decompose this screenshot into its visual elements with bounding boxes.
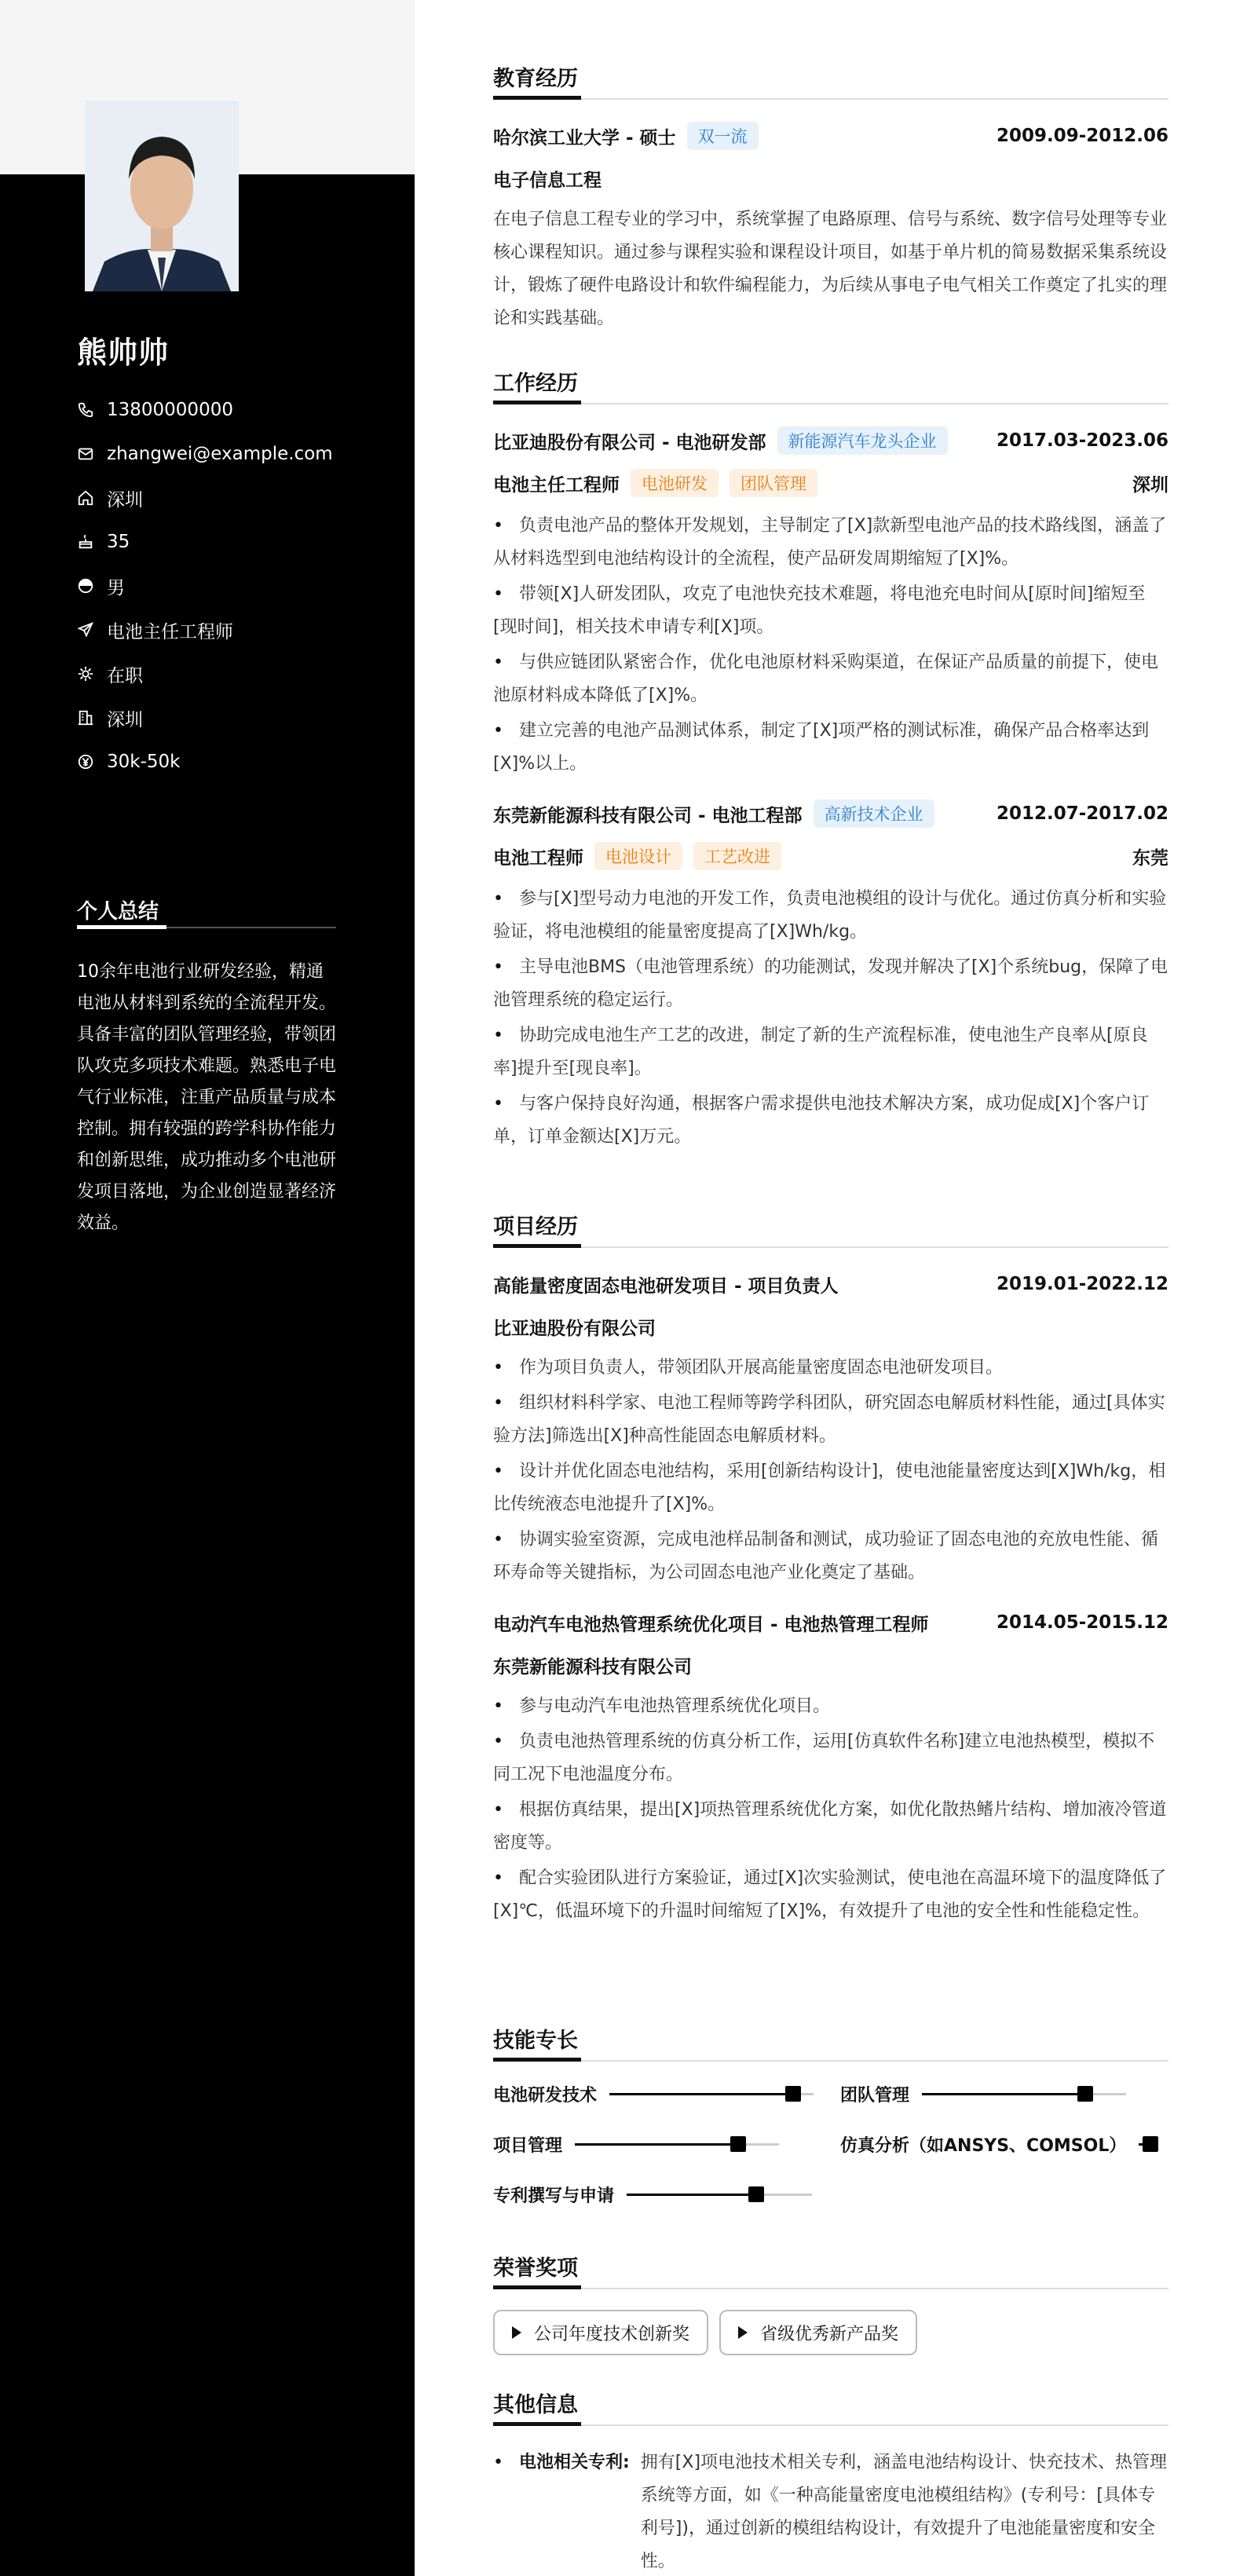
other-label: 电池相关专利: (518, 2453, 630, 2472)
bullet-item: • 负责电池热管理系统的仿真分析工作，运用[仿真软件名称]建立电池热模型，模拟不同工况下电池温度分布。 (493, 1725, 1168, 1791)
section-divider (493, 2060, 1168, 2062)
profile-name: 熊帅帅 (77, 335, 170, 370)
status-gear-icon (77, 665, 94, 682)
profile-photo (85, 101, 239, 291)
project-header (493, 1607, 1168, 1638)
bullet-item: • 根据仿真结果，提出[X]项热管理系统优化方案，如优化散热鳍片结构、增加液冷管道密度等。 (493, 1794, 1168, 1860)
work-title: 工作经历 (493, 371, 578, 396)
info-phone (77, 388, 391, 432)
bullet-item: • 建立完善的电池产品测试体系，制定了[X]项严格的测试标准，确保产品合格率达到[X]%以上。 (493, 715, 1168, 781)
awards-list (493, 2310, 1168, 2355)
job-role: 电池主任工程师 (493, 474, 620, 496)
company-tag: 高新技术企业 (814, 800, 934, 828)
skill-item (840, 2132, 1156, 2157)
salary-text: 30k-50k (107, 752, 181, 772)
project-item (493, 1268, 1168, 1590)
school-name: 哈尔滨工业大学 - 硕士 (493, 127, 676, 148)
age-text: 35 (107, 532, 130, 552)
skill-level-knob (1143, 2136, 1158, 2152)
summary-text: 10余年电池行业研发经验，精通电池从材料到系统的全流程开发。具备丰富的团队管理经验，带领团队攻克多项技术难题。熟悉电子电气行业标准，注重产品质量与成本控制。拥有较强的跨学科协作能力和创新思维，成功推动多个电池研发项目落地，为企业创造显著经济效益。 (77, 962, 337, 1233)
info-location (77, 476, 391, 520)
job-role: 电池工程师 (493, 847, 583, 869)
awards-section (493, 2251, 1168, 2355)
job-bullets (493, 883, 1168, 1154)
job-city: 深圳 (1132, 474, 1168, 496)
bullet-item: • 与客户保持良好沟通，根据客户需求提供电池技术解决方案，成功促成[X]个客户订单，订单金额达[X]万元。 (493, 1088, 1168, 1154)
bullet-item: • 与供应链团队紧密合作，优化电池原材料采购渠道，在保证产品质量的前提下，使电池原材料成本降低了[X]%。 (493, 646, 1168, 712)
bullet-item: • 带领[X]人研发团队，攻克了电池快充技术难题，将电池充电时间从[原时间]缩短至[现时间]，相关技术申请专利[X]项。 (493, 578, 1168, 644)
education-major: 电子信息工程 (493, 170, 602, 191)
education-section (493, 61, 1168, 335)
bullet-item: • 组织材料科学家、电池工程师等跨学科团队，研究固态电解质材料性能，通过[具体实验方法]筛选出[X]种高性能固态电解质材料。 (493, 1387, 1168, 1453)
role-tag: 电池设计 (594, 842, 682, 870)
role-tag: 工艺改进 (693, 842, 781, 870)
bullet-item: • 负责电池产品的整体开发规划，主导制定了[X]款新型电池产品的技术路线图，涵盖了从材料选型到电池结构设计的全流程，使产品研发周期缩短了[X]%。 (493, 510, 1168, 576)
skills-grid (493, 2082, 1168, 2247)
job-date: 2012.07-2017.02 (996, 803, 1168, 824)
education-title: 教育经历 (493, 67, 578, 91)
skill-name: 团队管理 (840, 2086, 910, 2106)
bullet-item: • 协助完成电池生产工艺的改进，制定了新的生产流程标准，使电池生产良率从[原良率]提升至[现良率]。 (493, 1019, 1168, 1085)
bullet-item: • 作为项目负责人，带领团队开展高能量密度固态电池研发项目。 (493, 1352, 1168, 1385)
work-section (493, 366, 1168, 1156)
play-triangle-icon (512, 2326, 521, 2339)
position-text: 电池主任工程师 (107, 621, 233, 642)
project-org: 东莞新能源科技有限公司 (493, 1656, 692, 1678)
skill-item (493, 2132, 779, 2157)
job-bullets (493, 510, 1168, 781)
other-section (493, 2388, 1168, 2576)
role-tag: 团队管理 (730, 469, 817, 497)
project-org: 比亚迪股份有限公司 (493, 1318, 656, 1339)
job-date: 2017.03-2023.06 (996, 430, 1168, 451)
gender-icon (77, 577, 94, 595)
send-icon (77, 621, 94, 639)
skill-bar (1139, 2143, 1156, 2146)
home-icon (77, 489, 94, 507)
skill-name: 项目管理 (493, 2136, 563, 2156)
play-triangle-icon (738, 2326, 748, 2339)
award-item (719, 2310, 917, 2355)
status-text: 在职 (107, 665, 143, 686)
section-divider (493, 98, 1168, 100)
section-divider (493, 2424, 1168, 2426)
building-icon (77, 709, 94, 726)
skills-title: 技能专长 (493, 2029, 578, 2053)
awards-title: 荣誉奖项 (493, 2256, 578, 2281)
section-divider (493, 1246, 1168, 1248)
project-name: 电动汽车电池热管理系统优化项目 - 电池热管理工程师 (493, 1614, 929, 1635)
gender-text: 男 (107, 577, 125, 598)
cake-icon (77, 533, 94, 551)
award-label: 省级优秀新产品奖 (760, 2324, 899, 2344)
skill-level-knob (785, 2086, 801, 2102)
projects-title: 项目经历 (493, 1215, 578, 1239)
company-tag: 新能源汽车龙头企业 (777, 426, 948, 455)
info-age (77, 520, 391, 564)
info-email (77, 432, 391, 476)
info-salary (77, 740, 391, 784)
info-gender (77, 564, 391, 608)
role-tag: 电池研发 (631, 469, 719, 497)
location-text: 深圳 (107, 489, 143, 510)
job-role-row (493, 467, 1168, 499)
bullet-item: • 协调实验室资源，完成电池样品制备和测试，成功验证了固态电池的充放电性能、循环寿命等关键指标，为公司固态电池产业化奠定了基础。 (493, 1524, 1168, 1590)
email-text: zhangwei@example.com (107, 444, 333, 464)
skill-level-knob (748, 2186, 764, 2202)
phone-icon (77, 401, 94, 419)
project-date: 2019.01-2022.12 (996, 1274, 1168, 1294)
skill-item (493, 2183, 812, 2207)
skill-bar (627, 2194, 812, 2196)
skill-name: 仿真分析（如ANSYS、COMSOL） (840, 2136, 1127, 2156)
skill-level-knob (730, 2136, 746, 2152)
summary-underline (77, 927, 336, 928)
project-item (493, 1607, 1168, 1928)
project-bullets (493, 1352, 1168, 1590)
mail-icon (77, 445, 94, 463)
other-text: 拥有[X]项电池技术相关专利，涵盖电池结构设计、快充技术、热管理系统等方面，如《一种高能量密度电池模组结构》(专利号：[具体专利号])，通过创新的模组结构设计，有效提升了电池能量密度和安全性。 (640, 2453, 1168, 2571)
other-item (493, 2446, 1168, 2576)
section-divider (493, 2288, 1168, 2289)
bullet-item: • 参与电动汽车电池热管理系统优化项目。 (493, 1690, 1168, 1723)
award-item (493, 2310, 708, 2355)
bullet-item: • 配合实验团队进行方案验证，通过[X]次实验测试，使电池在高温环境下的温度降低了[X]℃，低温环境下的升温时间缩短了[X]%，有效提升了电池的安全性和性能稳定性。 (493, 1862, 1168, 1928)
project-name: 高能量密度固态电池研发项目 - 项目负责人 (493, 1275, 839, 1297)
bullet-item: • 参与[X]型号动力电池的开发工作，负责电池模组的设计与优化。通过仿真分析和实验验证，将电池模组的能量密度提高了[X]Wh/kg。 (493, 883, 1168, 949)
skill-bar (575, 2143, 779, 2146)
sidebar (0, 0, 415, 2576)
bullet-item: • 主导电池BMS（电池管理系统）的功能测试，发现并解决了[X]个系统bug，保障了电池管理系统的稳定运行。 (493, 951, 1168, 1017)
award-label: 公司年度技术创新奖 (534, 2324, 690, 2344)
skill-bar (609, 2093, 814, 2095)
project-date: 2014.05-2015.12 (996, 1612, 1168, 1633)
job-header (493, 798, 1168, 829)
bullet-dot: • (493, 2453, 503, 2472)
project-header (493, 1268, 1168, 1300)
skill-name: 电池研发技术 (493, 2086, 598, 2106)
job-city: 东莞 (1132, 847, 1168, 869)
projects-section (493, 1209, 1168, 1930)
job-header (493, 425, 1168, 456)
job-item (493, 425, 1168, 781)
education-date: 2009.09-2012.06 (996, 126, 1168, 146)
section-divider (493, 403, 1168, 404)
job-company: 东莞新能源科技有限公司 - 电池工程部 (493, 805, 803, 826)
info-position (77, 608, 391, 652)
skill-name: 专利撰写与申请 (493, 2186, 615, 2206)
education-header (493, 120, 1168, 152)
other-title: 其他信息 (493, 2393, 578, 2417)
summary-title: 个人总结 (77, 900, 159, 924)
job-company: 比亚迪股份有限公司 - 电池研发部 (493, 432, 766, 453)
skill-bar (922, 2093, 1126, 2095)
contact-info-list (77, 388, 391, 784)
bullet-item: • 设计并优化固态电池结构，采用[创新结构设计]，使电池能量密度达到[X]Wh/kg，相比传统液态电池提升了[X]%。 (493, 1455, 1168, 1521)
phone-text: 13800000000 (107, 400, 233, 420)
work-city-text: 深圳 (107, 709, 143, 730)
school-tag: 双一流 (687, 122, 759, 150)
skill-item (840, 2082, 1126, 2106)
yuan-icon (77, 753, 94, 770)
info-work-city (77, 696, 391, 740)
skills-section (493, 2023, 1168, 2247)
project-bullets (493, 1690, 1168, 1928)
skill-item (493, 2082, 814, 2106)
info-status (77, 652, 391, 696)
job-item (493, 798, 1168, 1154)
skill-level-knob (1077, 2086, 1093, 2102)
education-desc: 在电子信息工程专业的学习中，系统掌握了电路原理、信号与系统、数字信号处理等专业核心课程知识。通过参与课程实验和课程设计项目，如基于单片机的简易数据采集系统设计，锻炼了硬件电路设计和软件编程能力，为后续从事电子电气相关工作奠定了扎实的理论和实践基础。 (493, 210, 1168, 328)
job-role-row (493, 840, 1168, 872)
